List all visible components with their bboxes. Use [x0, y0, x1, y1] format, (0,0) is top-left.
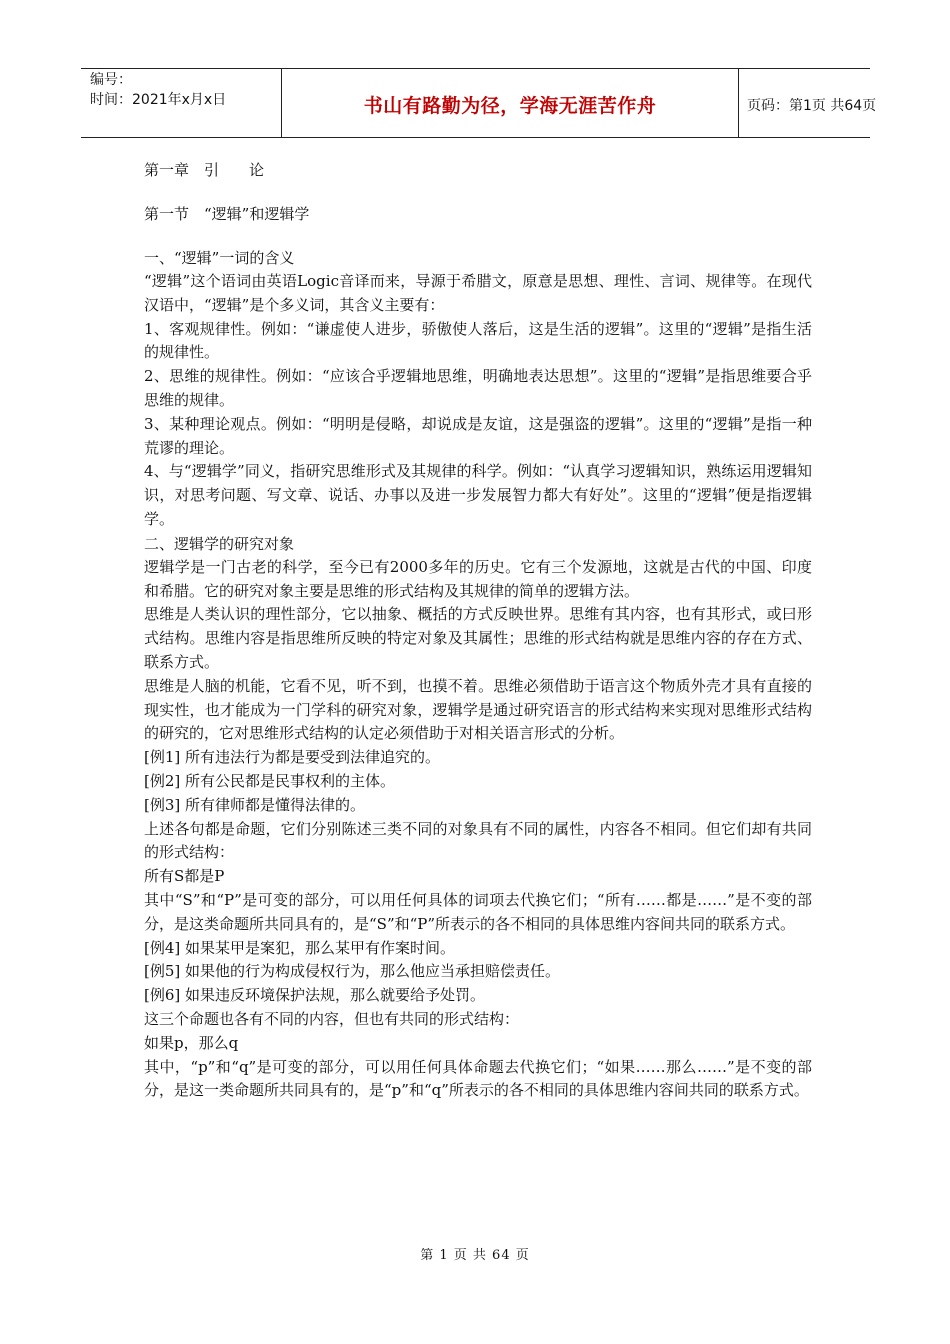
page-footer: 第 1 页 共 64 页 — [420, 1248, 530, 1263]
date-label: 时间：2021年x月x日 — [90, 92, 227, 108]
paragraph-group — [144, 556, 812, 1103]
document-number-label: 编号： — [90, 72, 132, 88]
example-line: [例6] 如果违反环境保护法规，那么就要给予处罚。 — [144, 986, 486, 1005]
paragraph: 其中，“p”和“q”是可变的部分，可以用任何具体命题去代换它们；“如果……那么……”是不变的部分，是这一类命题所共同具有的，是“p”和“q”所表示的各不相同的具体思维内容间共同的联系方式。 — [144, 1057, 812, 1100]
paragraph: 逻辑学是一门古老的科学，至今已有2000多年的历史。它有三个发源地，这就是古代的中国、印度和希腊。它的研究对象主要是思维的形式结构及其规律的简单的逻辑方法。 — [144, 557, 812, 600]
document-body — [144, 158, 812, 1103]
formula-line: 所有S都是P — [144, 867, 225, 886]
paragraph: 思维是人类认识的理性部分，它以抽象、概括的方式反映世界。思维有其内容，也有其形式，或曰形式结构。思维内容是指思维所反映的特定对象及其属性；思维的形式结构就是思维内容的存在方式、联系方式。 — [144, 605, 812, 671]
section-title: 第一节 “逻辑”和逻辑学 — [144, 205, 310, 223]
paragraph: 1、客观规律性。例如：“谦虚使人进步，骄傲使人落后，这是生活的逻辑”。这里的“逻辑”是指生活的规律性。 — [144, 319, 812, 362]
example-line: [例4] 如果某甲是案犯，那么某甲有作案时间。 — [144, 938, 456, 957]
paragraph: 4、与“逻辑学”同义，指研究思维形式及其规律的科学。例如：“认真学习逻辑知识，熟练运用逻辑知识，对思考问题、写文章、说话、办事以及进一步发展智力都大有好处”。这里的“逻辑”便是指逻辑学。 — [144, 462, 812, 528]
paragraph: “逻辑”这个语词由英语Logic音译而来，导源于希腊文，原意是思想、理性、言词、规律等。在现代汉语中，“逻辑”是个多义词，其含义主要有： — [144, 272, 812, 314]
paragraph: 这三个命题也各有不同的内容，但也有共同的形式结构： — [144, 1009, 520, 1028]
example-line: [例1] 所有违法行为都是要受到法律追究的。 — [144, 748, 441, 767]
subsection-title: 一、“逻辑”一词的含义 — [144, 249, 295, 267]
paragraph-group — [144, 270, 812, 532]
paragraph: 2、思维的规律性。例如：“应该合乎逻辑地思维，明确地表达思想”。这里的“逻辑”是指思维要合乎思维的规律。 — [144, 367, 812, 409]
header-page-cell — [738, 69, 877, 137]
motto-text: 书山有路勤为径，学海无涯苦作舟 — [363, 95, 657, 117]
header-page-number: 页码：第1页 共64页 — [747, 98, 877, 114]
subsection-title: 二、逻辑学的研究对象 — [144, 534, 295, 553]
header-info-cell — [81, 69, 281, 137]
paragraph: 思维是人脑的机能，它看不见，听不到，也摸不着。思维必须借助于语言这个物质外壳才具有直接的现实性，也才能成为一门学科的研究对象，逻辑学是通过研究语言的形式结构来实现对思维形式结构的研究的，它对思维形式结构的认定必须借助于对相关语言形式的分析。 — [144, 676, 812, 743]
chapter-title: 第一章 引 论 — [144, 161, 265, 179]
page-header — [81, 68, 877, 138]
paragraph: 上述各句都是命题，它们分别陈述三类不同的对象具有不同的属性，内容各不相同。但它们却有共同的形式结构： — [144, 819, 812, 862]
header-motto-cell — [281, 69, 739, 137]
paragraph: 3、某种理论观点。例如：“明明是侵略，却说成是友谊，这是强盗的逻辑”。这里的“逻辑”是指一种荒谬的理论。 — [144, 414, 812, 457]
example-line: [例2] 所有公民都是民事权利的主体。 — [144, 771, 396, 790]
paragraph: 其中“S”和“P”是可变的部分，可以用任何具体的词项去代换它们；“所有……都是……”是不变的部分，是这类命题所共同具有的，是“S”和“P”所表示的各不相同的具体思维内容间共同的联系方式。 — [144, 890, 812, 933]
formula-line: 如果p，那么q — [144, 1033, 239, 1052]
example-line: [例3] 所有律师都是懂得法律的。 — [144, 795, 366, 814]
example-line: [例5] 如果他的行为构成侵权行为，那么他应当承担赔偿责任。 — [144, 962, 561, 981]
